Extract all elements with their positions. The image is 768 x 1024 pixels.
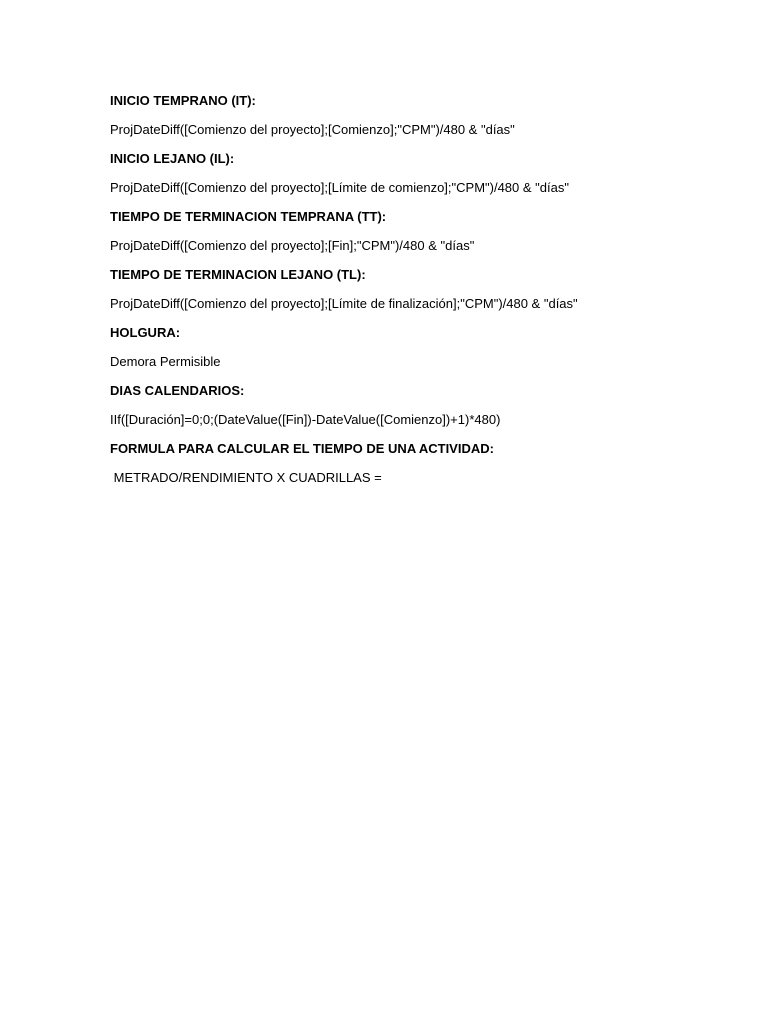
formula-actividad: METRADO/RENDIMIENTO X CUADRILLAS = bbox=[110, 470, 382, 485]
heading-inicio-lejano: INICIO LEJANO (IL): bbox=[110, 151, 235, 166]
formula-inicio-lejano: ProjDateDiff([Comienzo del proyecto];[Límite de comienzo];"CPM")/480 & "días" bbox=[110, 180, 569, 195]
heading-dias-calendarios: DIAS CALENDARIOS: bbox=[110, 383, 245, 398]
formula-terminacion-lejano: ProjDateDiff([Comienzo del proyecto];[Límite de finalización];"CPM")/480 & "días" bbox=[110, 296, 578, 311]
formula-terminacion-temprana: ProjDateDiff([Comienzo del proyecto];[Fin];"CPM")/480 & "días" bbox=[110, 238, 475, 253]
heading-holgura: HOLGURA: bbox=[110, 325, 181, 340]
formula-inicio-temprano: ProjDateDiff([Comienzo del proyecto];[Comienzo];"CPM")/480 & "días" bbox=[110, 122, 515, 137]
heading-formula-actividad: FORMULA PARA CALCULAR EL TIEMPO DE UNA ACTIVIDAD: bbox=[110, 441, 494, 456]
text-holgura: Demora Permisible bbox=[110, 354, 221, 369]
heading-terminacion-lejano: TIEMPO DE TERMINACION LEJANO (TL): bbox=[110, 267, 366, 282]
document-page bbox=[110, 86, 730, 492]
formula-dias-calendarios: IIf([Duración]=0;0;(DateValue([Fin])-DateValue([Comienzo])+1)*480) bbox=[110, 412, 501, 427]
heading-inicio-temprano: INICIO TEMPRANO (IT): bbox=[110, 93, 256, 108]
heading-terminacion-temprana: TIEMPO DE TERMINACION TEMPRANA (TT): bbox=[110, 209, 387, 224]
